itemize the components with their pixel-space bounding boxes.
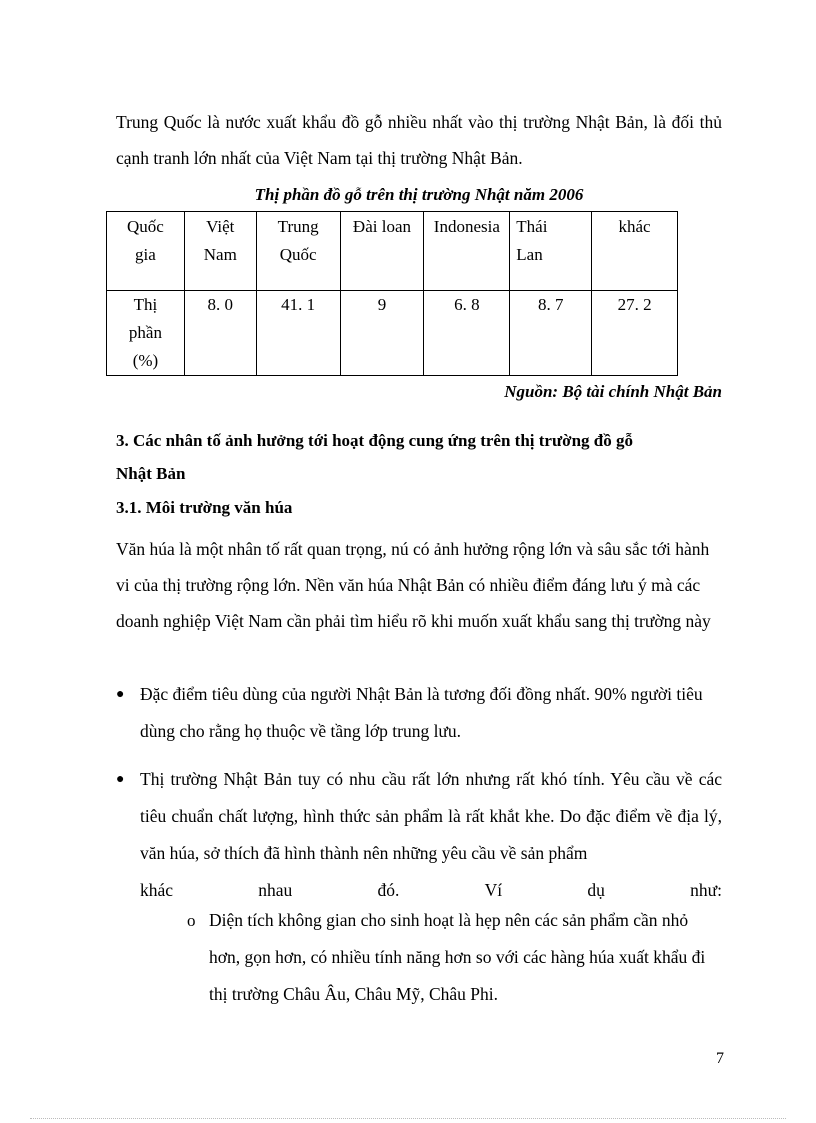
header-country-cell [256, 212, 340, 291]
bullet-word: khác [140, 880, 174, 900]
bullet-dot-icon: ● [116, 772, 125, 787]
country-name-line: Thái [516, 217, 548, 236]
sub-bullet-item [187, 902, 722, 1013]
market-share-table [106, 211, 678, 376]
header-country-cell [510, 212, 592, 291]
country-name-line: Trung [277, 217, 319, 236]
bullet-text: Đặc điểm tiêu dùng của người Nhật Bản là tương đối đồng nhất. 90% người tiêu dùng cho rằng họ thuộc về tầng lớp trung lưu. [140, 684, 703, 741]
culture-paragraph: Văn húa là một nhân tố rất quan trọng, nú có ảnh hưởng rộng lớn và sâu sắc tới hành vi của thị trường rộng lớn. Nền văn húa Nhật Bản có nhiều điểm đáng lưu ý mà các doanh nghiệp Việt Nam cần phải tìm hiểu rõ khi muốn xuất khẩu sang thị trường này [116, 539, 711, 631]
country-name-line: khác [618, 217, 651, 236]
sub-bullet-text: Diện tích không gian cho sinh hoạt là hẹp nên các sản phẩm cần nhỏ hơn, gọn hơn, có nhiều tính năng hơn so với các hàng húa xuất khẩu đi thị trường Châu Âu, Châu Mỹ, Châu Phi. [209, 910, 706, 1004]
share-value-cell: 8. 0 [184, 291, 256, 376]
table-caption: Thị phần đồ gỗ trên thị trường Nhật năm 2006 [254, 185, 584, 204]
bullet-text: Thị trường Nhật Bản tuy có nhu cầu rất lớn nhưng rất khó tính. Yêu cầu về các tiêu chuẩn chất lượng, hình thức sản phẩm là rất khắt khe. Do đặc điểm về địa lý, văn húa, sở thích đã hình thành nên những yêu cầu về sản phẩm [140, 769, 722, 863]
row-label-line: phần [128, 323, 162, 342]
page-bottom-divider [30, 1118, 786, 1119]
country-name-line: Lan [516, 245, 543, 264]
bullet-word: như: [690, 880, 722, 900]
section-heading-3 [116, 424, 736, 490]
page-number: 7 [716, 1050, 724, 1067]
header-label-line: Quốc [127, 217, 164, 236]
share-value-cell: 9 [340, 291, 424, 376]
table-value-row [107, 291, 678, 376]
country-name-line: Indonesia [433, 217, 500, 236]
country-name-line: Việt [206, 217, 235, 236]
share-value-cell: 6. 8 [424, 291, 510, 376]
hollow-circle-bullet-icon: o [187, 911, 196, 930]
share-value-cell: 27. 2 [592, 291, 678, 376]
table-source: Nguồn: Bộ tài chính Nhật Bản [504, 382, 722, 401]
header-country-cell [592, 212, 678, 291]
bullet-item [116, 761, 722, 909]
header-country-cell [424, 212, 510, 291]
header-label-cell [107, 212, 185, 291]
intro-paragraph: Trung Quốc là nước xuất khẩu đồ gỗ nhiều nhất vào thị trường Nhật Bản, là đối thủ cạnh tranh lớn nhất của Việt Nam tại thị trường Nhật Bản. [116, 112, 722, 168]
share-value-cell: 8. 7 [510, 291, 592, 376]
heading-line: Nhật Bản [116, 464, 186, 483]
row-label-line: (%) [132, 351, 159, 370]
header-country-cell [184, 212, 256, 291]
bullet-word: Ví [484, 880, 503, 900]
section-heading-3-1: 3.1. Môi trường văn húa [116, 498, 293, 517]
bullet-word: dụ [587, 880, 605, 900]
header-country-cell [340, 212, 424, 291]
heading-line: 3. Các nhân tố ảnh hưởng tới hoạt động cung ứng trên thị trường đồ gỗ [116, 431, 633, 450]
country-name-line: Đài loan [352, 217, 411, 236]
row-label-cell [107, 291, 185, 376]
bullet-word: đó. [377, 880, 400, 900]
country-name-line: Nam [203, 245, 237, 264]
header-label-line: gia [135, 245, 156, 264]
bullet-dot-icon: ● [116, 687, 125, 702]
share-value-cell: 41. 1 [256, 291, 340, 376]
table-header-row [107, 212, 678, 291]
country-name-line: Quốc [279, 245, 317, 264]
bullet-item [116, 676, 722, 750]
row-label-line: Thị [133, 295, 158, 314]
bullet-word: nhau [258, 880, 293, 900]
